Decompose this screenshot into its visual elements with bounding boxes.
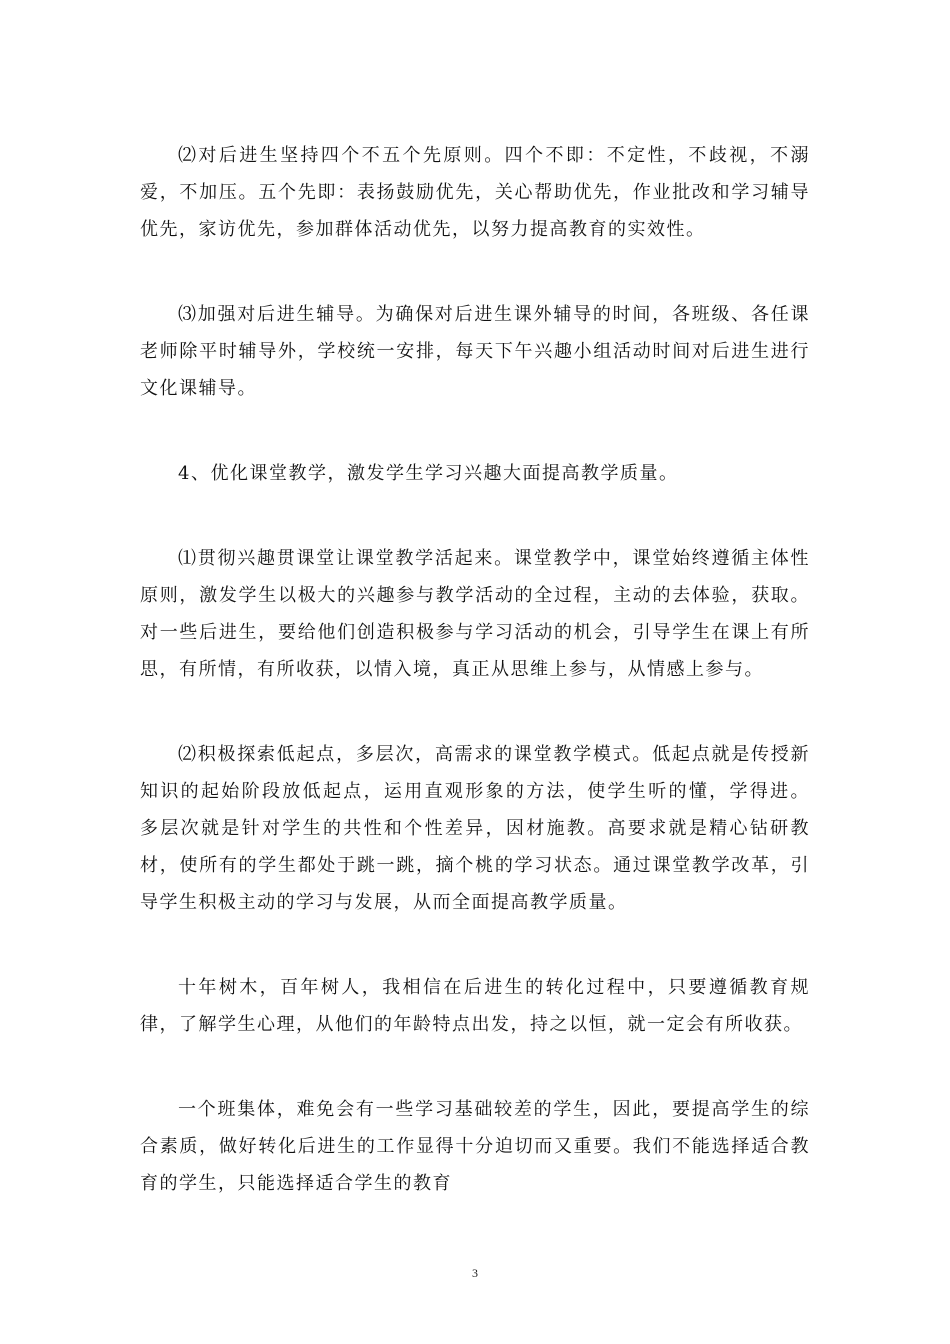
paragraph-3: ⑴贯彻兴趣贯课堂让课堂教学活起来。课堂教学中，课堂始终遵循主体性原则，激发学生以极大的兴趣参与教学活动的全过程，主动的去体验，获取。对一些后进生，要给他们创造积极参与学习活动的机会，引导学生在课上有所思，有所情，有所收获，以情入境，真正从思维上参与，从情感上参与。 xyxy=(140,548,810,680)
paragraph-1: ⑵对后进生坚持四个不五个先原则。四个不即：不定性，不歧视，不溺爱，不加压。五个先即：表扬鼓励优先，关心帮助优先，作业批改和学习辅导优先，家访优先，参加群体活动优先，以努力提高教育的实效性。 xyxy=(140,145,810,240)
page-number: 3 xyxy=(472,1266,478,1280)
paragraph-5: 十年树木，百年树人，我相信在后进生的转化过程中，只要遵循教育规律，了解学生心理，从他们的年龄特点出发，持之以恒，就一定会有所收获。 xyxy=(140,977,810,1035)
paragraph-4: ⑵积极探索低起点，多层次，高需求的课堂教学模式。低起点就是传授新知识的起始阶段放低起点，运用直观形象的方法，使学生听的懂，学得进。 多层次就是针对学生的共性和个性差异，因材施教。高要求就是精心钻研教材，使所有的学生都处于跳一跳，摘个桃的学习状态。通过课堂教学改革，引导学生积极主动的学习与发展，从而全面提高教学质量。 xyxy=(140,744,810,913)
section-heading-4: 4、优化课堂教学，激发学生学习兴趣大面提高教学质量。 xyxy=(178,463,679,484)
document-body xyxy=(140,137,810,1250)
paragraph-6: 一个班集体，难免会有一些学习基础较差的学生，因此，要提高学生的综合素质，做好转化后进生的工作显得十分迫切而又重要。我们不能选择适合教育的学生，只能选择适合学生的教育 xyxy=(140,1099,810,1194)
paragraph-2: ⑶加强对后进生辅导。为确保对后进生课外辅导的时间，各班级、各任课老师除平时辅导外，学校统一安排，每天下午兴趣小组活动时间对后进生进行文化课辅导。 xyxy=(140,304,810,399)
